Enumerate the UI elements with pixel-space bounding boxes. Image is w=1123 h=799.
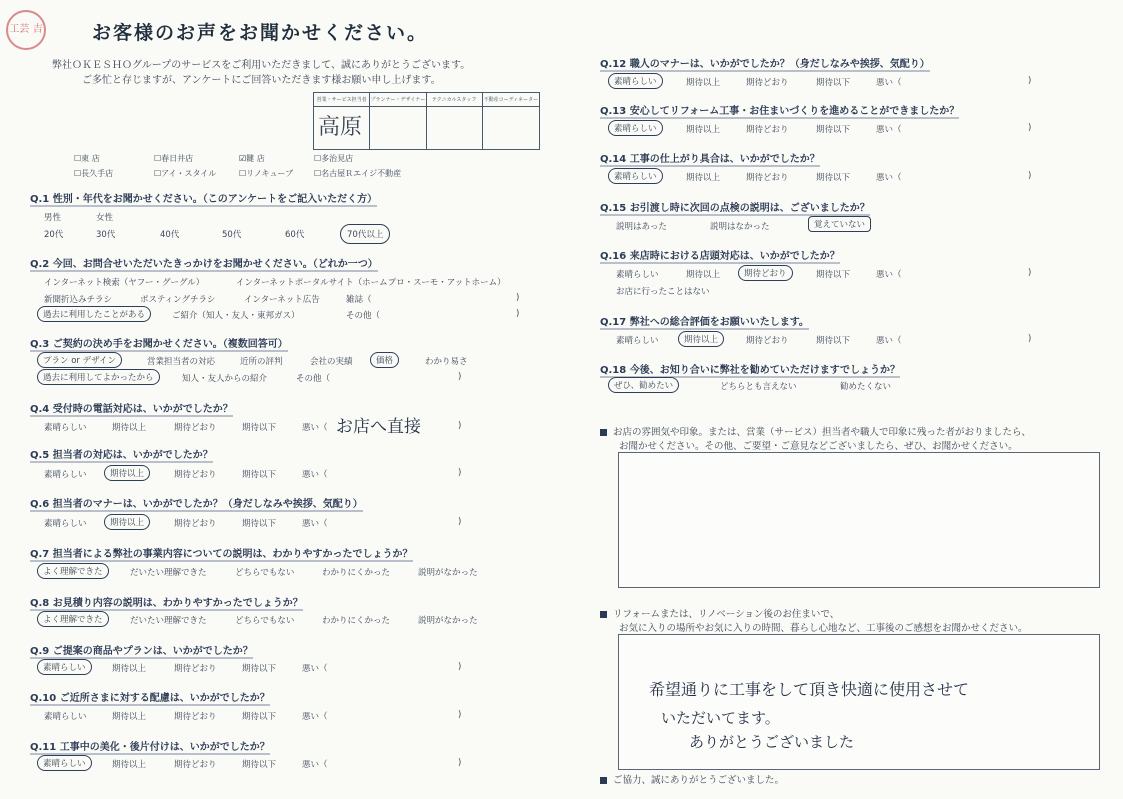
store-checkbox[interactable]: ☐ 名古屋Ｒエイジ不動産 [314,168,404,179]
question-10: Q.10 ご近所さまに対する配慮は、いかがでしたか？ [30,693,270,704]
option[interactable]: 近所の評判 [240,357,283,367]
close-paren: ) [516,293,520,303]
option[interactable]: 30代 [96,230,116,240]
question-2: Q.2 今回、お問合せいただいたきっかけをお聞かせください。（どれか一つ） [30,259,378,270]
option[interactable]: 悪い（ [876,270,902,280]
option[interactable]: 悪い（ [302,519,328,529]
question-12: Q.12 職人のマナーは、いかがでしたか？（身だしなみや挨拶、気配り） [600,59,930,70]
bullet-square-icon [600,429,607,436]
close-paren: ) [1028,76,1032,86]
option[interactable]: 新聞折込みチラシ [44,295,113,305]
option-selected[interactable]: 期待以上 [104,465,150,481]
store-checkbox[interactable]: ☐ 長久手店 [74,168,154,179]
option[interactable]: 説明がなかった [418,616,478,626]
option[interactable]: だいたい理解できた [130,616,207,626]
option[interactable]: 悪い（ [876,336,902,346]
option[interactable]: だいたい理解できた [130,568,207,578]
option[interactable]: 期待どおり [174,470,217,480]
bullet-square-icon [600,611,607,618]
close-paren: ) [458,372,462,382]
option[interactable]: 期待以上 [112,712,147,722]
option[interactable]: 男性 [44,213,62,223]
free-comment-2-box[interactable] [618,634,1100,770]
close-paren: ) [1028,268,1032,278]
option[interactable]: 期待以下 [242,423,277,433]
option[interactable]: どちらでもない [235,616,295,626]
option[interactable]: 期待どおり [174,664,217,674]
option[interactable]: 期待以上 [686,173,721,183]
option[interactable]: その他（ [296,374,331,384]
option[interactable]: 素晴らしい [44,470,87,480]
option[interactable]: 会社の実績 [310,357,353,367]
question-6: Q.6 担当者のマナーは、いかがでしたか？（身だしなみや挨拶、気配り） [30,499,363,510]
option[interactable]: 悪い（ [876,78,902,88]
option-selected[interactable]: 素晴らしい [608,168,663,184]
staff-header: 不動産コーディネーター [483,93,539,107]
option-selected[interactable]: よく理解できた [37,563,109,579]
option[interactable]: 40代 [160,230,180,240]
handwritten-line-2: いただいてます。 [661,709,780,727]
close-paren: ) [516,309,520,319]
option-selected[interactable]: 期待どおり [738,265,793,281]
option[interactable]: 知人・友人からの紹介 [182,374,268,384]
option[interactable]: 期待以下 [242,712,277,722]
option[interactable]: 期待以下 [816,78,851,88]
free-comment-1-prompt-2: お聞かせください。その他、ご要望・ご意見などございましたら、ぜひ、お聞かせください。 [619,441,1018,452]
close-paren: ) [458,758,462,768]
option[interactable]: 期待以上 [112,760,147,770]
option[interactable]: どちらでもない [235,568,295,578]
question-14: Q.14 工事の仕上がり具合は、いかがでしたか？ [600,154,820,165]
question-7: Q.7 担当者による弊社の事業内容についての説明は、わかりやすかったでしょうか？ [30,549,413,560]
option[interactable]: その他（ [346,311,381,321]
option[interactable]: 期待以下 [242,664,277,674]
option[interactable]: 悪い（ [876,125,902,135]
store-checkbox[interactable]: ☐ 多治見店 [314,153,404,164]
option-selected[interactable]: 価格 [370,352,399,368]
question-5: Q.5 担当者の対応は、いかがでしたか？ [30,450,213,461]
option[interactable]: 期待以上 [686,270,721,280]
staff-cell [483,107,539,149]
option[interactable]: 期待以下 [242,760,277,770]
option[interactable]: 期待以上 [112,423,147,433]
option-selected[interactable]: 過去に利用してよかったから [37,369,160,385]
option[interactable]: 期待以下 [816,173,851,183]
option[interactable]: 悪い（ [302,712,328,722]
option[interactable]: 素晴らしい [616,336,659,346]
option[interactable]: 素晴らしい [44,423,87,433]
free-comment-1-prompt: お店の雰囲気や印象。または、営業（サービス）担当者や職人で印象に残った者がおりましたら、 [600,424,1031,438]
option-selected[interactable]: プラン or デザイン [37,352,122,368]
option-selected[interactable]: 素晴らしい [608,73,663,89]
option-selected[interactable]: 素晴らしい [608,120,663,136]
staff-header: 営業・サービス担当者 [314,93,370,107]
option-selected[interactable]: ぜひ、勧めたい [608,377,679,393]
question-9: Q.9 ご提案の商品やプランは、いかがでしたか？ [30,646,253,657]
option[interactable]: 説明はなかった [710,222,770,232]
option[interactable]: わかりにくかった [322,616,391,626]
question-8: Q.8 お見積り内容の説明は、わかりやすかったでしょうか？ [30,598,303,609]
handwritten-line-1: 希望通りに工事をして頂き快適に使用させて [649,680,970,699]
option[interactable]: 期待以下 [242,470,277,480]
staff-cell [427,107,483,149]
option[interactable]: インターネットポータルサイト（ホームプロ・スーモ・アットホーム） [236,278,506,288]
close-paren: ) [1028,123,1032,133]
option[interactable]: 悪い（ [302,423,328,433]
option[interactable]: 期待どおり [746,78,789,88]
option[interactable]: 期待以下 [242,519,277,529]
store-checkbox[interactable]: ☑ 鍵 店 [239,153,314,164]
option[interactable]: 期待以上 [686,78,721,88]
option-selected[interactable]: 素晴らしい [37,659,92,675]
staff-header: テクニカルスタッフ [427,93,483,107]
handwritten-line-3: ありがとうございました [689,733,855,751]
option[interactable]: 期待どおり [746,336,789,346]
option[interactable]: 女性 [96,213,114,223]
option[interactable]: 期待どおり [174,760,217,770]
close-paren: ) [1028,171,1032,181]
option[interactable]: ポスティングチラシ [140,295,216,305]
store-checkbox[interactable]: ☐ 春日井店 [154,153,239,164]
close-paren: ) [458,662,462,672]
question-18: Q.18 今後、お知り合いに弊社を勧めていただけますでしょうか？ [600,365,900,376]
option-selected[interactable]: 期待以上 [678,331,724,347]
option[interactable]: インターネット検索（ヤフー・グーグル） [44,278,205,288]
question-4: Q.4 受付時の電話対応は、いかがでしたか？ [30,404,233,415]
option-selected[interactable]: 素晴らしい [37,755,92,771]
option[interactable]: 期待以下 [816,270,851,280]
question-1: Q.1 性別・年代をお聞かせください。（このアンケートをご記入いただく方） [30,194,378,205]
option[interactable]: 60代 [285,230,305,240]
question-17: Q.17 弊社への総合評価をお願いいたします。 [600,317,809,328]
free-comment-2-prompt-2: お気に入りの場所やお気に入りの時間、暮らし心地など、工事後のご感想をお聞かせください。 [619,623,1028,634]
option-selected[interactable]: 70代以上 [340,224,390,244]
option[interactable]: 説明がなかった [418,568,478,578]
option[interactable]: 営業担当者の対応 [147,357,216,367]
option-selected[interactable]: 覚えていない [808,216,871,232]
bullet-square-icon [600,777,607,784]
option[interactable]: 雑誌（ [346,295,372,305]
option[interactable]: 期待以上 [686,125,721,135]
option[interactable]: 期待どおり [174,423,217,433]
handwritten-answer: お店へ直接 [336,417,421,437]
option[interactable]: 期待どおり [174,519,217,529]
option[interactable]: 50代 [222,230,242,240]
option[interactable]: 悪い（ [302,664,328,674]
option-selected[interactable]: 期待以上 [104,514,150,530]
option[interactable]: 期待以上 [112,664,147,674]
question-11: Q.11 工事中の美化・後片付けは、いかがでしたか？ [30,742,270,753]
company-seal-icon: 工芸 吉 [6,10,46,50]
option[interactable]: 説明はあった [616,222,667,232]
option[interactable]: 期待どおり [174,712,217,722]
option[interactable]: 悪い（ [302,760,328,770]
footer-thanks: ご協力、誠にありがとうございました。 [600,772,784,786]
option[interactable]: 素晴らしい [44,519,87,529]
option[interactable]: お店に行ったことはない [616,287,710,297]
page-title: お客様のお声をお聞かせください。 [92,22,429,44]
free-comment-2-prompt: リフォームまたは、リノベーション後のお住まいで、 [600,606,839,620]
option-selected[interactable]: 過去に利用したことがある [37,306,151,322]
option[interactable]: インターネット広告 [244,295,320,305]
staff-header: プランナー・デザイナー [370,93,426,107]
option[interactable]: 期待どおり [746,125,789,135]
intro-line-1: 弊社ＯＫＥＳＨＯグループのサービスをご利用いただきまして、誠にありがとうございます。 [52,60,471,71]
option[interactable]: 期待以下 [816,336,851,346]
option[interactable]: 期待以下 [816,125,851,135]
close-paren: ) [458,468,462,478]
option[interactable]: どちらとも言えない [720,382,797,392]
option[interactable]: わかりにくかった [322,568,391,578]
close-paren: ) [458,421,462,431]
staff-name: 高原 [314,107,370,149]
option[interactable]: 悪い（ [876,173,902,183]
option[interactable]: 勧めたくない [840,382,892,392]
staff-cell [370,107,426,149]
option[interactable]: わかり易さ [425,357,468,367]
close-paren: ) [458,517,462,527]
question-16: Q.16 来店時における店頭対応は、いかがでしたか？ [600,251,840,262]
staff-table [313,92,540,150]
intro-line-2: ご多忙と存じますが、アンケートにご回答いただきます様お願い申し上げます。 [82,75,441,86]
question-3: Q.3 ご契約の決め手をお聞かせください。（複数回答可） [30,339,288,350]
option[interactable]: 悪い（ [302,470,328,480]
close-paren: ) [458,710,462,720]
option[interactable]: ご紹介（知人・友人・東邦ガス） [172,311,300,321]
option[interactable]: 期待どおり [746,173,789,183]
close-paren: ) [1028,334,1032,344]
option-selected[interactable]: よく理解できた [37,611,109,627]
free-comment-1-box[interactable] [618,452,1100,588]
store-checkbox[interactable]: ☐ 東 店 [74,153,154,164]
option[interactable]: 素晴らしい [44,712,87,722]
store-checkbox[interactable]: ☐ アイ・スタイル [154,168,239,179]
option[interactable]: 20代 [44,230,64,240]
option[interactable]: 素晴らしい [616,270,659,280]
store-checklist [74,153,404,179]
question-15: Q.15 お引渡し時に次回の点検の説明は、ございましたか？ [600,203,870,214]
question-13: Q.13 安心してリフォーム工事・お住まいづくりを進めることができましたか？ [600,106,960,117]
store-checkbox[interactable]: ☐ リノキューブ [239,168,314,179]
